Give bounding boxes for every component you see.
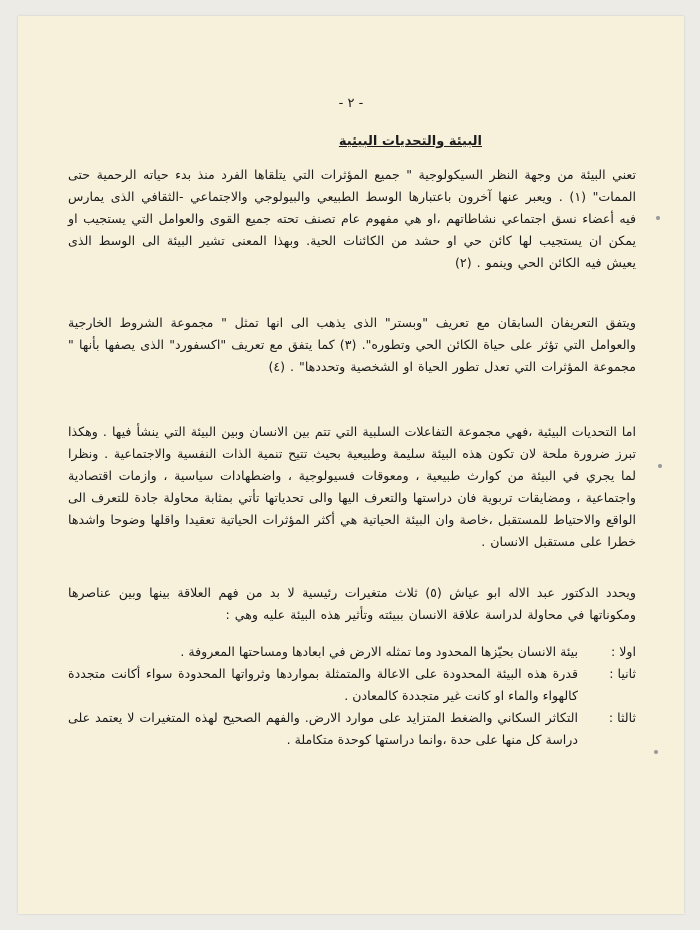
list-item-label: ثانيا : bbox=[609, 666, 636, 681]
list-item bbox=[68, 707, 636, 751]
variables-list bbox=[68, 641, 636, 751]
list-item-text: بيئة الانسان بحيّزها المحدود وما تمثله الارض في ابعادها ومساحتها المعروفة . bbox=[180, 644, 578, 659]
paragraph-text: ويحدد الدكتور عبد الاله ابو عياش (٥) ثلاث متغيرات رئيسية لا بد من فهم العلاقة بينها وبين عناصرها ومكوناتها في محاولة لدراسة علاقة الانسان ببيئته وتأثير هذه البيئة عليه وهي : bbox=[68, 585, 636, 622]
list-item-label: اولا : bbox=[610, 644, 636, 659]
paragraph-three-variables bbox=[68, 582, 636, 626]
paragraph-text: اما التحديات البيئية ،فهي مجموعة التفاعلات السلبية التي تتم بين الانسان وبين البيئة التي ينشأ فيها . وهكذا تبرز ضرورة ملحة لان تكون هذه البيئة سليمة وطبيعية بحيث تتيح تنمية الذات النفسية والاجتماعية . ونظرا لما يجري في البيئة من كوارث طبيعية ، ومعوقات فسيولوجية ، واضطهادات سياسية ، وازمات اقتصادية واجتماعية ، ومضايقات تربوية فان دراستها والتعرف اليها والى تحدياتها تأتي بمثابة محاولة جادة للتعرف الى الواقع والاحتياط للمستقبل ،خاصة وان البيئة الحياتية هي أكثر المؤثرات الحياتية تعقيدا واقلها وضوحا واشدها خطرا على مستقبل الانسان . bbox=[68, 424, 636, 549]
list-item-text: قدرة هذه البيئة المحدودة على الاعالة والمتمثلة بمواردها وثرواتها المحدودة سواء أكانت متجددة كالهواء والماء او كانت غير متجددة كالمعادن . bbox=[68, 666, 578, 703]
paragraph-environmental-challenges bbox=[68, 421, 636, 553]
paragraph-text: تعني البيئة من وجهة النظر السيكولوجية " جميع المؤثرات التي يتلقاها الفرد منذ بدء حياته الرحمية حتى الممات" (١) . ويعبر عنها آخرون باعتبارها الوسط الطبيعي والبيولوجي والاجتماعي -الثقافي الذى يمارس فيه أعضاء نسق اجتماعي نشاطاتهم ،او هي مفهوم عام تصنف تحته جميع القوى والعوامل التي يستجيب او يمكن ان يستجيب لها كائن حي او حشد من الكائنات الحية. وبهذا المعنى تشير البيئة الى الوسط الذى يعيش فيه الكائن الحي وينمو . (٢) bbox=[68, 167, 636, 270]
list-item-label: ثالثا : bbox=[608, 710, 636, 725]
document-page bbox=[18, 16, 684, 914]
page-number: - ٢ - bbox=[338, 96, 364, 111]
margin-speck bbox=[656, 216, 660, 220]
margin-speck bbox=[654, 750, 658, 754]
paragraph-text: ويتفق التعريفان السابقان مع تعريف "وبستر" الذى يذهب الى انها تمثل " مجموعة الشروط الخارجية والعوامل التي تؤثر على حياة الكائن الحي وتطوره". (٣) كما يتفق مع تعريف "اكسفورد" الذى يصفها بأنها " مجموعة المؤثرات التي تعدل تطور الحياة او الشخصية وتحددها" . (٤) bbox=[68, 315, 636, 374]
section-heading: البيئة والتحديات البيئية bbox=[338, 134, 482, 149]
paragraph-environment-definition bbox=[68, 164, 636, 274]
list-item bbox=[68, 663, 636, 707]
margin-speck bbox=[658, 464, 662, 468]
list-item bbox=[68, 641, 636, 663]
paragraph-webster-oxford bbox=[68, 312, 636, 378]
list-item-text: التكاثر السكاني والضغط المتزايد على موارد الارض. والفهم الصحيح لهذه المتغيرات لا يعتمد على دراسة كل منها على حدة ،وانما دراستها كوحدة متكاملة . bbox=[68, 710, 578, 747]
